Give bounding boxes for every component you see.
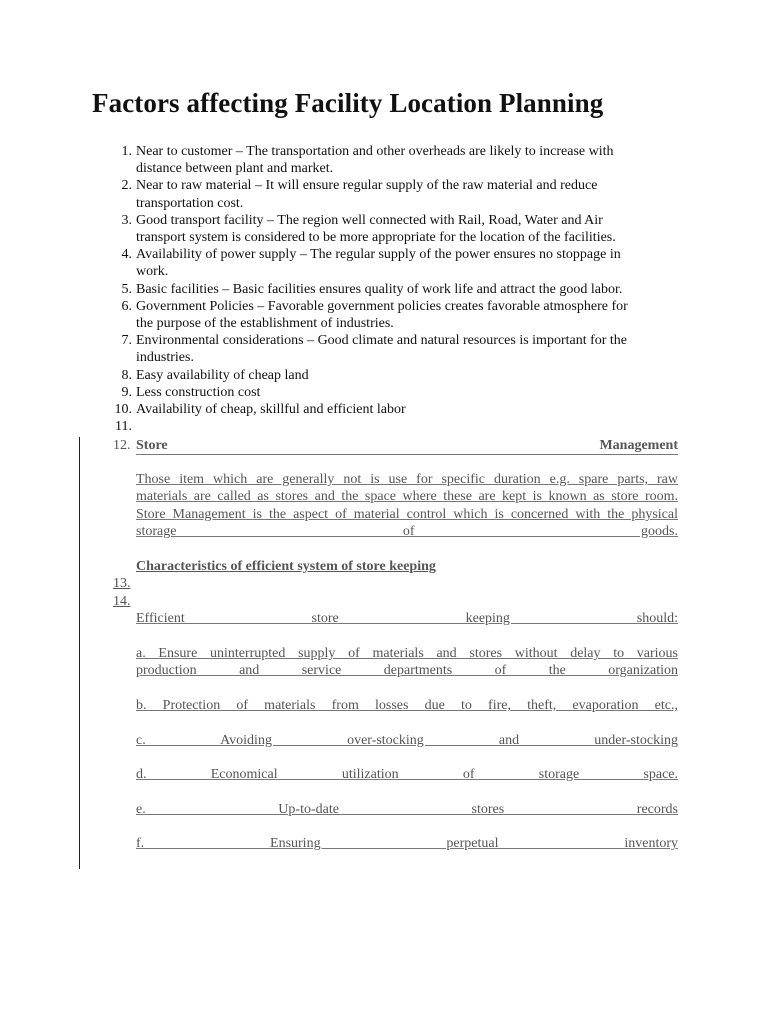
store-para-line: Those item which are generally not is use for specific duration e.g. spare parts, raw [136,472,678,487]
list-item [0,384,768,401]
point-line: f. Ensuring perpetual inventory [136,836,678,851]
list-number: 11. [115,419,132,435]
list-item-text: Basic facilities – Basic facilities ensures quality of work life and attract the good labor. [136,281,623,297]
point-line: d. Economical utilization of storage space. [136,767,678,782]
list-item [0,143,768,177]
point-line: c. Avoiding over-stocking and under-stocking [136,733,678,748]
list-number: 13. [113,576,131,591]
list-item [0,212,768,246]
list-item [0,332,768,366]
list-item-text [136,418,676,435]
store-para-line: storage of goods. [136,524,678,539]
list-number: 1. [121,144,132,159]
store-para-line: Store Management is the aspect of material control which is concerned with the physical [136,507,678,522]
store-para-line: materials are called as stores and the space where these are kept is known as store room. [136,489,678,504]
list-number: 6. [121,298,132,314]
list-number: 7. [121,333,132,349]
list-number: 10. [114,402,132,418]
list-item-text: Availability of power supply – The regular supply of the power ensures no stoppage in [136,247,621,263]
list-item-text: Less construction cost [136,384,261,400]
point-line: a. Ensure uninterrupted supply of materials and stores without delay to various [136,646,678,661]
point-line: e. Up-to-date stores records [136,802,678,817]
list-number: 4. [121,247,132,263]
list-item-text: transport system is considered to be more appropriate for the location of the facilities. [136,230,616,246]
list-number: 2. [121,178,132,194]
list-number: 9. [121,384,132,400]
point-line: production and service departments of the organization [136,663,678,678]
store-heading-right: Management [599,438,678,453]
list-item [0,298,768,332]
page-title: Factors affecting Facility Location Planning [92,88,604,118]
list-number: 5. [121,281,132,297]
list-item-text: distance between plant and market. [136,161,334,177]
change-bar [79,437,80,869]
list-number: 12. [113,438,131,453]
list-item-text: Government Policies – Favorable government policies creates favorable atmosphere for [136,298,628,314]
list-number: 14. [113,594,131,609]
list-item-text: Easy availability of cheap land [136,367,309,383]
list-item [0,367,768,384]
list-item-text: Environmental considerations – Good climate and natural resources is important for the [136,333,628,349]
store-heading-left: Store [136,438,168,453]
list-item [0,401,768,418]
characteristics-heading: Characteristics of efficient system of store keeping [136,559,436,574]
list-number: 8. [121,367,132,383]
list-item-text: the purpose of the establishment of industries. [136,316,394,332]
list-item-text: Availability of cheap, skillful and efficient labor [136,402,406,418]
list-item-text: Near to customer – The transportation and other overheads are likely to increase with [136,144,614,159]
list-item-text: Good transport facility – The region well connected with Rail, Road, Water and Air [136,212,603,228]
list-item [0,281,768,298]
factor-list [0,143,768,435]
list-item-text: industries. [136,350,194,366]
list-item [0,246,768,280]
list-item [0,177,768,211]
efficient-line: Efficient store keeping should: [136,611,678,626]
list-item-text: Near to raw material – It will ensure regular supply of the raw material and reduce [136,178,598,194]
list-item-text: work. [136,264,169,280]
list-number: 3. [121,212,132,228]
list-item-text: transportation cost. [136,195,244,211]
list-item [0,418,768,435]
point-line: b. Protection of materials from losses due to fire, theft, evaporation etc., [136,698,678,713]
